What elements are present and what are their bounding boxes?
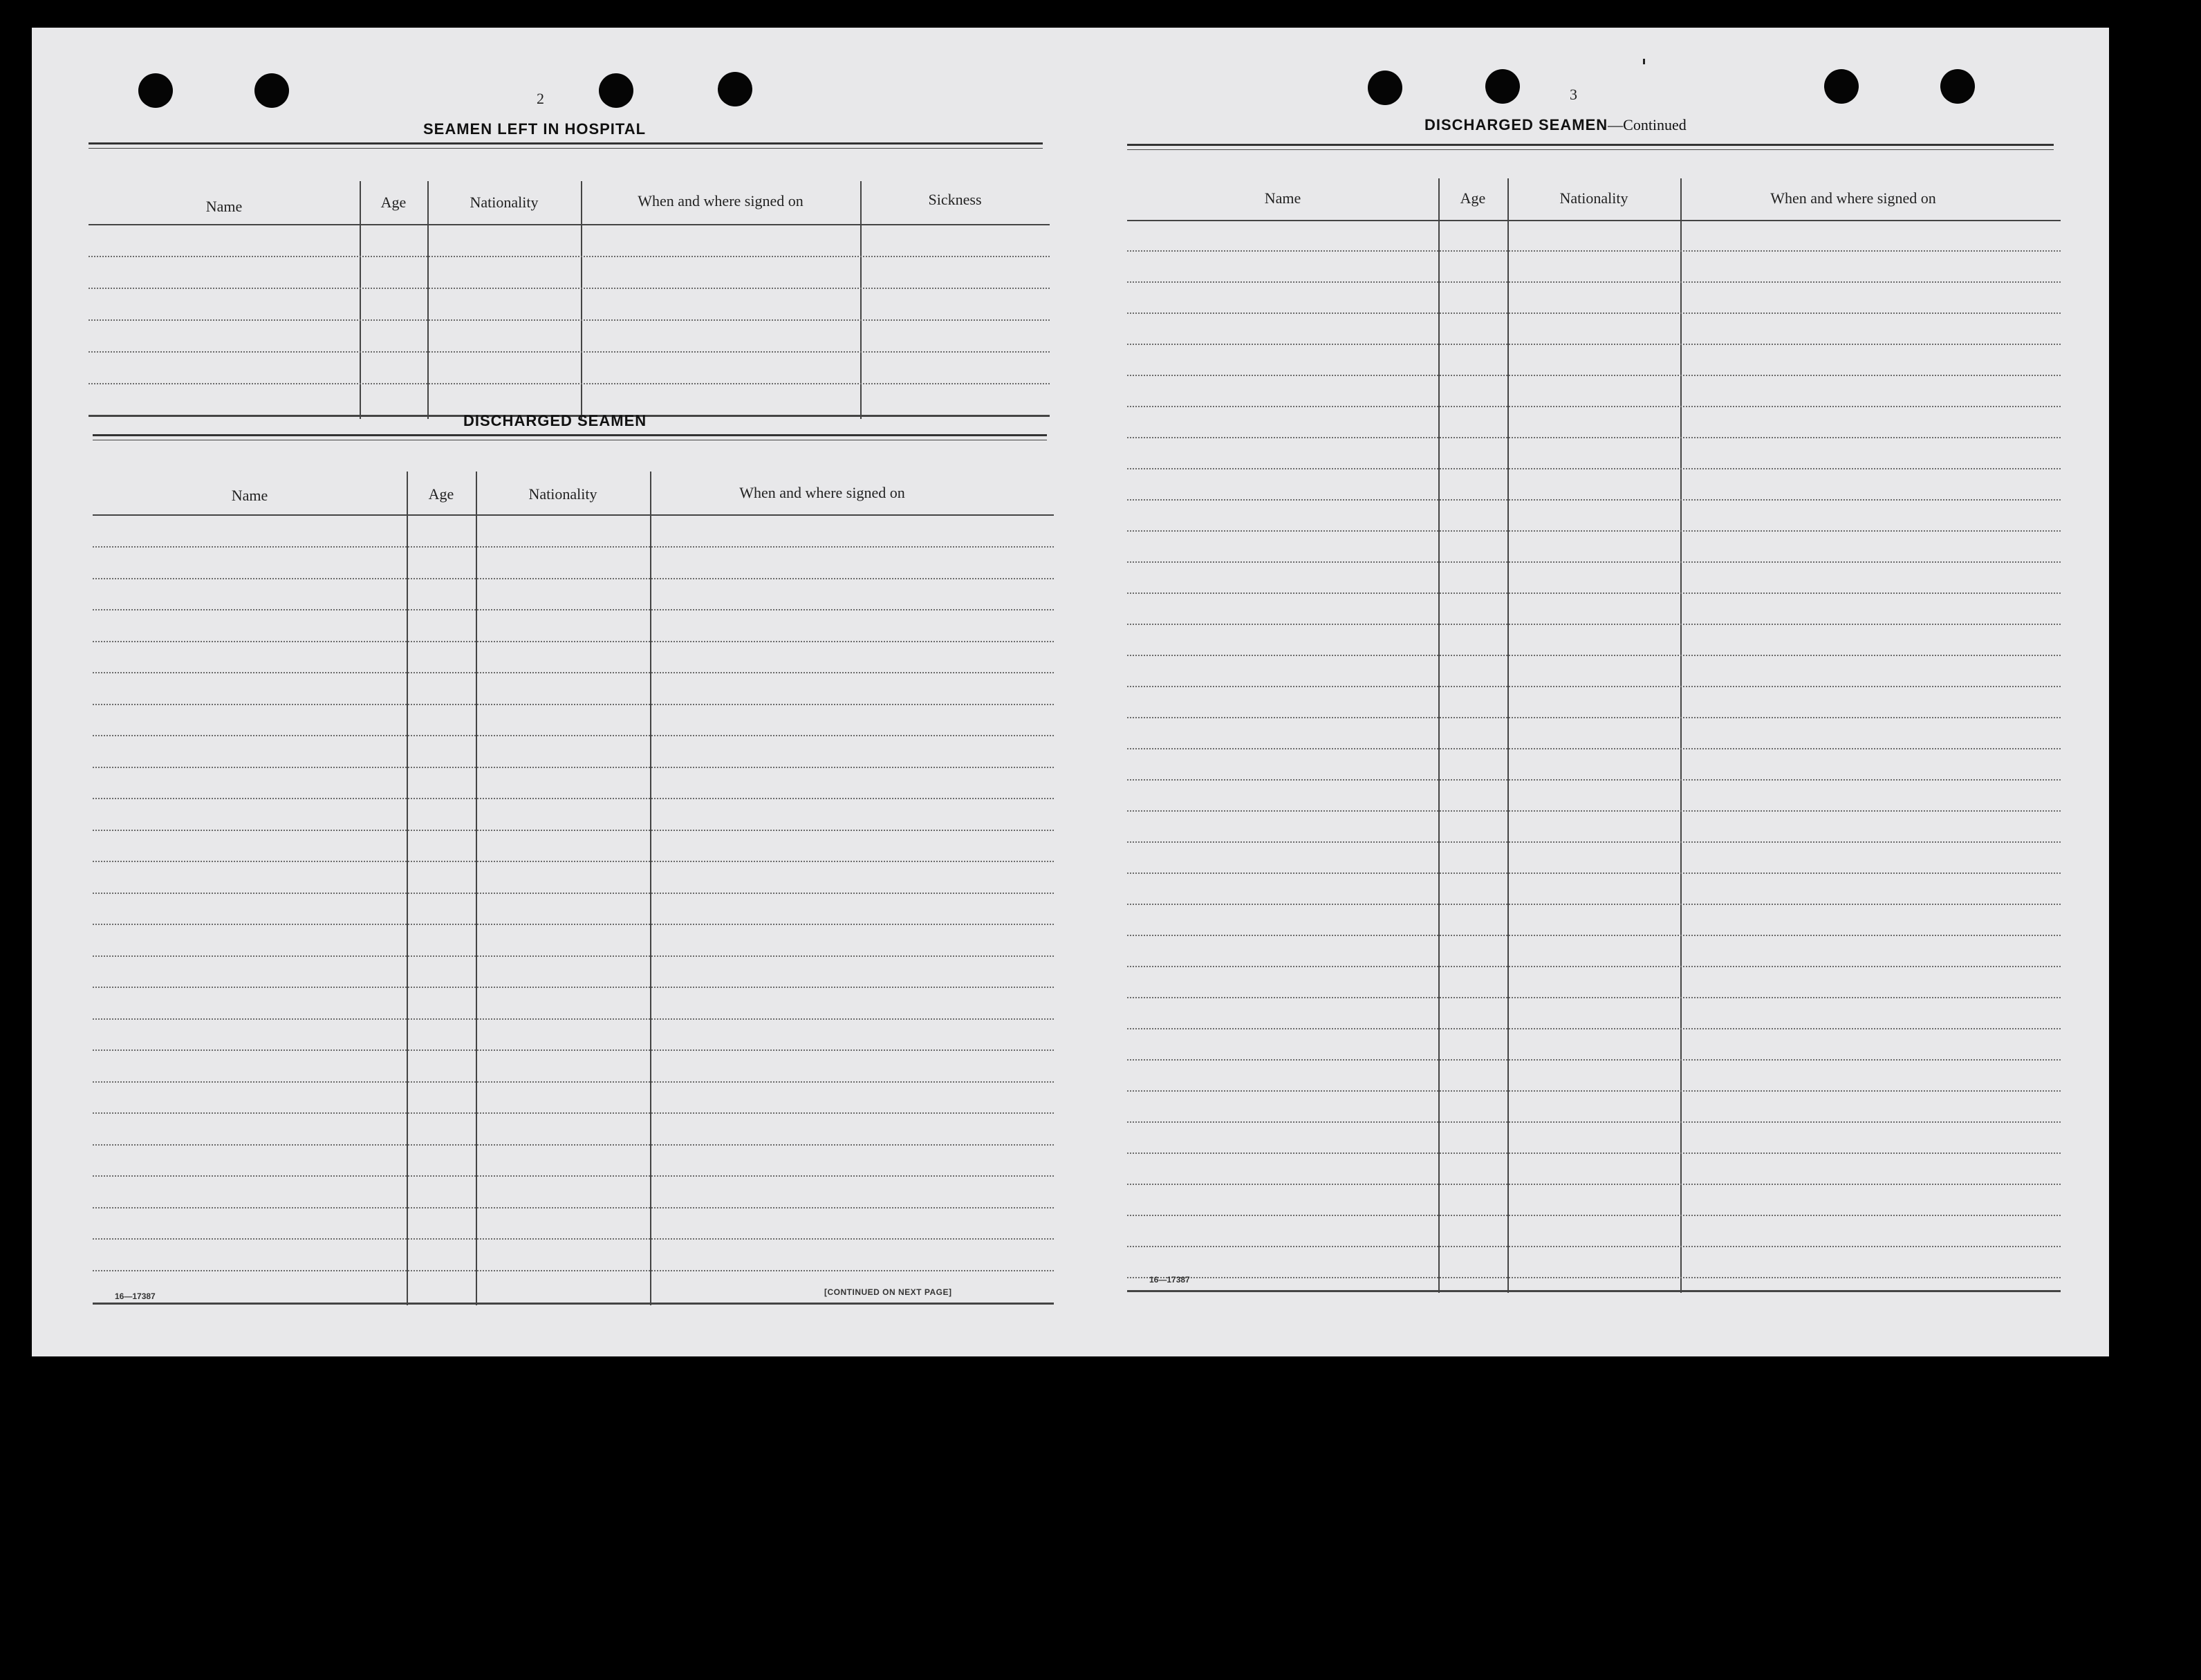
row-line — [1127, 655, 2061, 656]
punch-hole — [1824, 69, 1859, 104]
punch-hole — [138, 73, 173, 108]
left-form-code: 16—17387 — [115, 1291, 156, 1301]
col-head-age: Age — [380, 194, 407, 211]
column-divider — [1507, 178, 1509, 1293]
row-line — [93, 955, 1054, 957]
row-line — [89, 256, 1050, 257]
row-line — [93, 893, 1054, 894]
punch-hole — [1368, 71, 1402, 105]
punch-hole — [599, 73, 633, 108]
row-line — [1127, 841, 2061, 843]
row-line — [93, 735, 1054, 736]
col-head-nationality: Nationality — [470, 194, 539, 211]
column-divider — [650, 472, 651, 1305]
row-line — [93, 1112, 1054, 1114]
row-line — [93, 1018, 1054, 1020]
column-divider — [1680, 178, 1682, 1293]
punch-hole — [1485, 69, 1520, 104]
row-line — [1127, 375, 2061, 376]
col-head-sickness: Sickness — [928, 191, 982, 208]
col-head-name: Name — [231, 487, 268, 504]
row-line — [1127, 1152, 2061, 1154]
row-line — [1127, 250, 2061, 252]
discharged-table-left — [93, 441, 1054, 1312]
row-line — [1127, 592, 2061, 594]
column-divider — [407, 472, 408, 1305]
discharged-table-right — [1127, 151, 2061, 1271]
right-section-title — [1424, 116, 1687, 134]
row-line — [1127, 1215, 2061, 1216]
row-line — [1127, 1059, 2061, 1061]
row-line — [93, 546, 1054, 548]
row-line — [93, 861, 1054, 862]
hospital-section-title: SEAMEN LEFT IN HOSPITAL — [423, 120, 647, 138]
right-top-rule-2 — [1127, 149, 2054, 150]
col-head-signed-on: When and where signed on — [739, 484, 905, 501]
row-line — [1127, 904, 2061, 905]
col-head-age: Age — [1460, 189, 1486, 207]
row-line — [93, 830, 1054, 831]
row-line — [1127, 281, 2061, 283]
row-line — [1127, 810, 2061, 812]
row-line — [1127, 561, 2061, 563]
row-line — [1127, 717, 2061, 718]
row-line — [1127, 1246, 2061, 1247]
hospital-table — [89, 149, 1050, 422]
column-divider — [1438, 178, 1440, 1293]
left-page-number: 2 — [537, 90, 544, 107]
row-line — [93, 578, 1054, 579]
row-line — [1127, 748, 2061, 749]
row-line — [1127, 1277, 2061, 1278]
row-line — [93, 924, 1054, 925]
discharged-bottom-rule — [93, 1303, 1054, 1305]
row-line — [1127, 872, 2061, 874]
row-line — [93, 1144, 1054, 1146]
row-line — [93, 1207, 1054, 1208]
row-line — [93, 767, 1054, 768]
row-line — [93, 987, 1054, 988]
right-bottom-rule — [1127, 1290, 2061, 1292]
col-head-nationality: Nationality — [1559, 189, 1628, 207]
row-line — [1127, 499, 2061, 501]
row-line — [93, 641, 1054, 642]
row-line — [89, 383, 1050, 384]
col-head-nationality: Nationality — [528, 485, 597, 503]
row-line — [93, 1270, 1054, 1271]
row-line — [93, 1081, 1054, 1083]
row-line — [93, 672, 1054, 673]
document-sheet — [32, 28, 2109, 1356]
row-line — [1127, 406, 2061, 407]
row-line — [93, 609, 1054, 610]
row-line — [1127, 997, 2061, 998]
row-line — [89, 319, 1050, 321]
row-line — [1127, 468, 2061, 469]
row-line — [1127, 1184, 2061, 1185]
punch-hole — [254, 73, 289, 108]
header-bottom-rule — [1127, 220, 2061, 221]
row-line — [1127, 624, 2061, 625]
title-continued: —Continued — [1608, 116, 1687, 133]
row-line — [1127, 437, 2061, 438]
title-main: DISCHARGED SEAMEN — [1424, 116, 1608, 133]
col-head-age: Age — [428, 485, 454, 503]
hospital-top-rule — [89, 142, 1043, 144]
header-bottom-rule — [93, 514, 1054, 516]
row-line — [93, 1175, 1054, 1177]
row-line — [1127, 530, 2061, 532]
discharged-section-title: DISCHARGED SEAMEN — [463, 412, 647, 429]
row-line — [1127, 935, 2061, 936]
row-line — [89, 288, 1050, 289]
row-line — [1127, 686, 2061, 687]
right-form-code: 16—17387 — [1149, 1275, 1190, 1285]
punch-hole — [718, 72, 752, 106]
col-head-name: Name — [205, 198, 243, 215]
col-head-signed-on: When and where signed on — [638, 192, 804, 209]
row-line — [1127, 312, 2061, 314]
row-line — [93, 1238, 1054, 1240]
row-line — [1127, 1028, 2061, 1029]
right-top-rule — [1127, 144, 2054, 146]
ink-mark — [1643, 59, 1645, 64]
col-head-signed-on: When and where signed on — [1770, 189, 1936, 207]
continued-note: [CONTINUED ON NEXT PAGE] — [824, 1287, 952, 1297]
row-line — [89, 351, 1050, 353]
row-line — [1127, 344, 2061, 345]
punch-hole — [1940, 69, 1975, 104]
row-line — [1127, 1121, 2061, 1123]
row-line — [1127, 779, 2061, 781]
row-line — [93, 1049, 1054, 1051]
discharged-top-rule — [93, 434, 1047, 436]
row-line — [1127, 966, 2061, 967]
right-page-number: 3 — [1570, 86, 1577, 103]
header-bottom-rule — [89, 224, 1050, 225]
column-divider — [476, 472, 477, 1305]
row-line — [1127, 1090, 2061, 1092]
hospital-top-rule-2 — [89, 148, 1043, 149]
col-head-name: Name — [1264, 189, 1301, 207]
row-line — [93, 704, 1054, 705]
row-line — [93, 798, 1054, 799]
